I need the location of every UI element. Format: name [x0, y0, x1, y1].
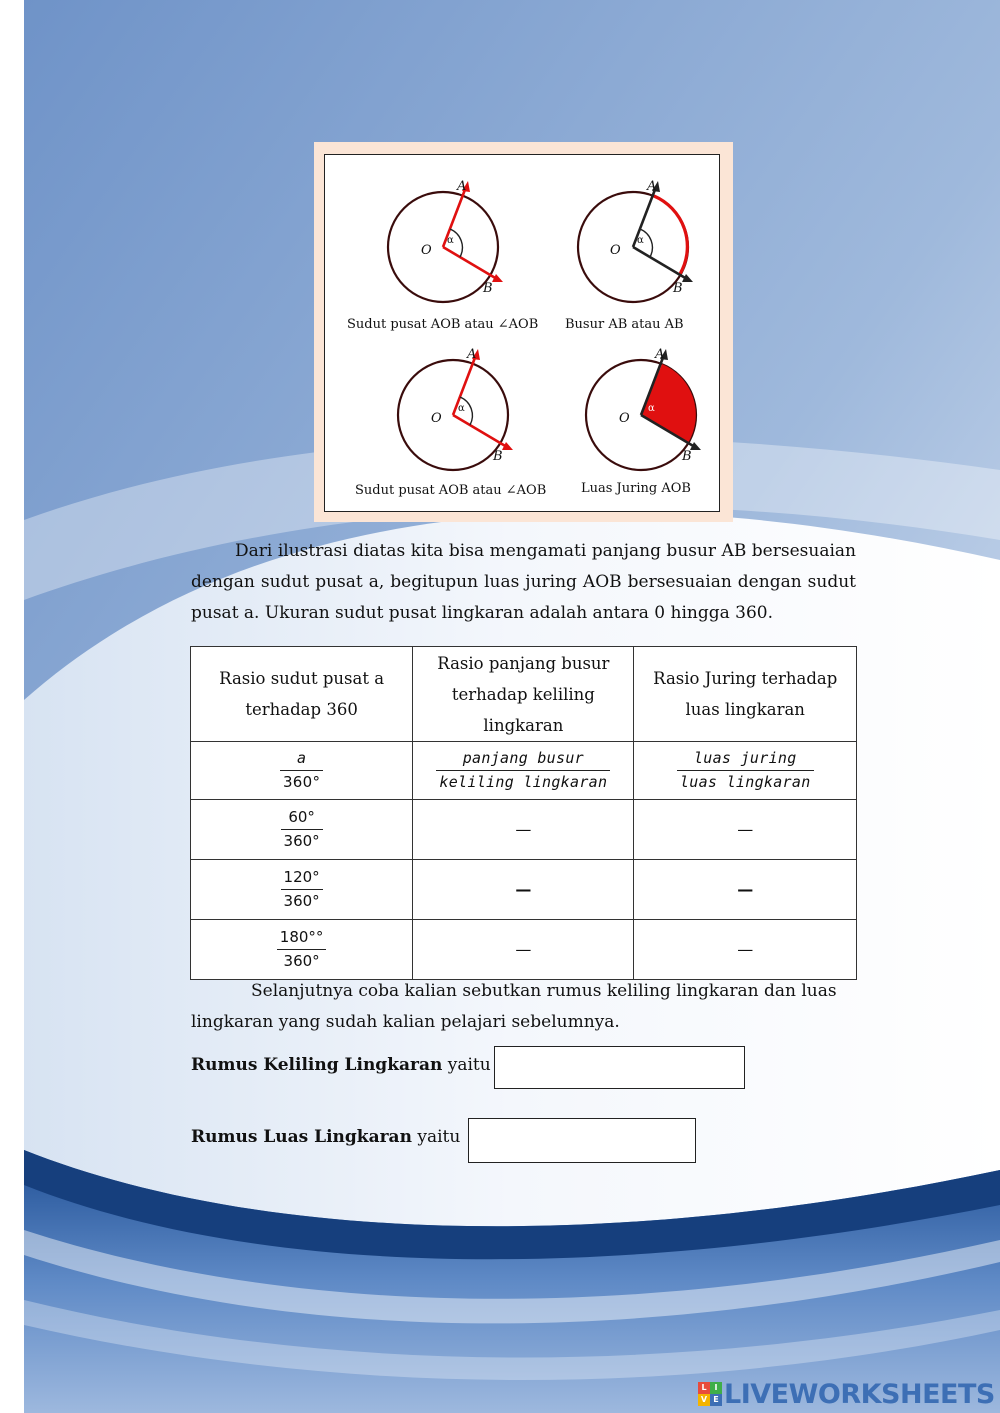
- fraction: [277, 927, 327, 972]
- keliling-answer-input[interactable]: [494, 1046, 745, 1089]
- table-cell: [191, 800, 413, 860]
- blank-dash: —: [737, 940, 754, 959]
- caption-central-angle-1: Sudut pusat AOB atau ∠AOB: [347, 317, 539, 332]
- fraction-denominator: 360°: [283, 952, 320, 970]
- table-cell: [413, 800, 634, 860]
- blank-dash: —: [515, 880, 532, 899]
- table-cell: [413, 920, 634, 980]
- blank-dash: —: [737, 820, 754, 839]
- header-text: Rasio sudut pusat a terhadap 360: [219, 669, 385, 719]
- luas-answer-input[interactable]: [468, 1118, 696, 1163]
- fraction-denominator: luas lingkaran: [679, 773, 811, 791]
- label-alpha: α: [648, 403, 655, 414]
- logo-mark-icon: [698, 1382, 722, 1406]
- header-text: Rasio Juring terhadap luas lingkaran: [653, 669, 838, 719]
- label-a: A: [647, 179, 657, 194]
- label-alpha: α: [637, 235, 644, 246]
- fraction-numerator: 180°°: [277, 927, 327, 950]
- table-cell: [191, 742, 413, 800]
- ratio-table: [190, 646, 857, 980]
- fraction: [436, 748, 610, 793]
- fraction-numerator: luas juring: [677, 748, 814, 771]
- fraction: [677, 748, 814, 793]
- table-header: [191, 647, 413, 742]
- table-row: [191, 860, 857, 920]
- intro-text: Dari ilustrasi diatas kita bisa mengamati panjang busur AB bersesuaian dengan sudut pusat a, begitupun luas juring AOB bersesuaian dengan sudut pusat a. Ukuran sudut pusat lingkaran adalah antara 0 hingga 360.: [191, 541, 856, 623]
- table-row: [191, 800, 857, 860]
- label-b: B: [682, 449, 692, 464]
- fraction-numerator: 120°: [281, 867, 323, 890]
- luas-label-bold: Rumus Luas Lingkaran: [191, 1127, 412, 1147]
- blank-dash: —: [515, 940, 532, 959]
- table-cell: [413, 742, 634, 800]
- liveworksheets-logo: [698, 1378, 995, 1410]
- instruction-paragraph: [191, 976, 856, 1038]
- label-o: O: [619, 411, 630, 426]
- caption-sector: Luas Juring AOB: [581, 481, 691, 496]
- logo-letter: I: [710, 1382, 722, 1394]
- table-cell: [191, 860, 413, 920]
- blank-dash: —: [515, 820, 532, 839]
- label-b: B: [673, 281, 683, 296]
- fraction-denominator: 360°: [283, 892, 320, 910]
- table-row: [191, 742, 857, 800]
- luas-label: [191, 1127, 460, 1147]
- keliling-label-bold: Rumus Keliling Lingkaran: [191, 1055, 443, 1075]
- luas-label-suffix: yaitu: [417, 1127, 461, 1147]
- fraction-denominator: 360°: [282, 773, 321, 791]
- keliling-label: [191, 1055, 491, 1075]
- table-cell: [634, 800, 857, 860]
- table-cell: [634, 920, 857, 980]
- logo-letter: L: [698, 1382, 710, 1394]
- caption-central-angle-2: Sudut pusat AOB atau ∠AOB: [355, 483, 547, 498]
- table-cell: [634, 860, 857, 920]
- keliling-label-suffix: yaitu: [447, 1055, 491, 1075]
- caption-arc: Busur AB atau AB: [565, 317, 684, 332]
- logo-letter: V: [698, 1394, 710, 1406]
- label-o: O: [610, 243, 621, 258]
- label-o: O: [421, 243, 432, 258]
- fraction: [281, 867, 323, 912]
- circle-illustration: [314, 142, 733, 522]
- label-a: A: [655, 347, 665, 362]
- table-row: [191, 920, 857, 980]
- table-header: [634, 647, 857, 742]
- label-a: A: [457, 179, 467, 194]
- label-alpha: α: [447, 235, 454, 246]
- table-cell: [413, 860, 634, 920]
- fraction-numerator: a: [280, 748, 323, 771]
- logo-text: LIVEWORKSHEETS: [724, 1378, 995, 1410]
- illustration-panel: [324, 154, 720, 512]
- circle-diagrams: [325, 155, 721, 513]
- label-a: A: [467, 347, 477, 362]
- label-o: O: [431, 411, 442, 426]
- fraction-numerator: 60°: [281, 807, 323, 830]
- label-b: B: [493, 449, 503, 464]
- blank-dash: —: [737, 880, 754, 899]
- fraction: [280, 748, 323, 793]
- table-cell: [191, 920, 413, 980]
- fraction-denominator: 360°: [283, 832, 320, 850]
- table-cell: [634, 742, 857, 800]
- label-alpha: α: [458, 403, 465, 414]
- instruction-text: Selanjutnya coba kalian sebutkan rumus keliling lingkaran dan luas lingkaran yang sudah kalian pelajari sebelumnya.: [191, 981, 837, 1032]
- label-b: B: [483, 281, 493, 296]
- header-text: Rasio panjang busur terhadap keliling lingkaran: [437, 653, 610, 735]
- intro-paragraph: [191, 536, 856, 629]
- fraction-denominator: keliling lingkaran: [439, 773, 608, 791]
- logo-letter: E: [710, 1394, 722, 1406]
- table-header: [413, 647, 634, 742]
- fraction-numerator: panjang busur: [436, 748, 610, 771]
- fraction: [281, 807, 323, 852]
- table-header-row: [191, 647, 857, 742]
